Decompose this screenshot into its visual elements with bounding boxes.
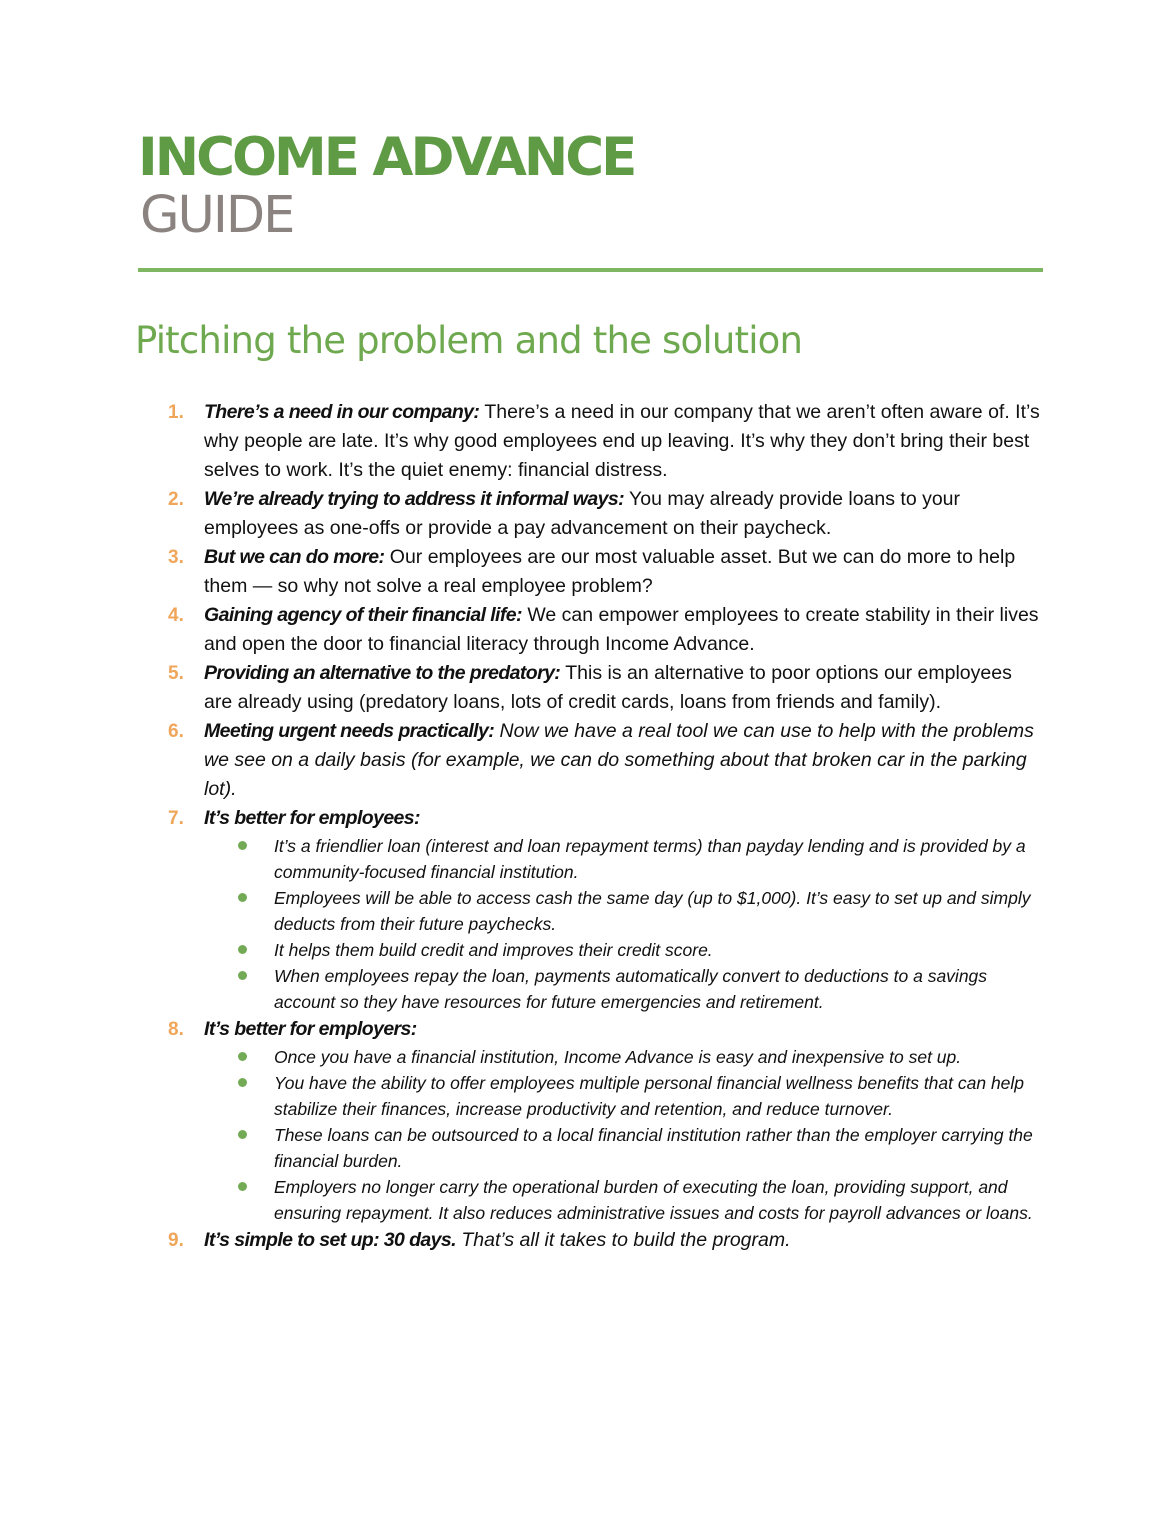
item-lead: It’s simple to set up: 30 days.: [204, 1229, 456, 1251]
item-lead: It’s better for employers:: [204, 1018, 417, 1040]
bullet-text: These loans can be outsourced to a local financial institution rather than the employer carrying the financial burden.: [274, 1125, 1033, 1171]
list-item: [0, 804, 1170, 1015]
item-body: [204, 601, 1044, 659]
bullet-item: [0, 1174, 1170, 1226]
item-lead: We’re already trying to address it informal ways:: [204, 488, 624, 510]
bullet-text: It helps them build credit and improves their credit score.: [274, 940, 713, 960]
bullet-item: [0, 885, 1170, 937]
item-body: [204, 1015, 1044, 1044]
list-item: [0, 1015, 1170, 1226]
item-number: 3.: [168, 547, 184, 568]
list-item: [0, 1226, 1170, 1255]
item-number: 4.: [168, 605, 184, 626]
item-lead: But we can do more:: [204, 546, 385, 568]
bullet-item: [0, 963, 1170, 1015]
item-number: 1.: [168, 402, 184, 423]
item-text: That’s all it takes to build the program.: [455, 1229, 791, 1251]
bullet-item: [0, 1122, 1170, 1174]
bullet-dot-icon: [238, 1078, 247, 1087]
item-number: 8.: [168, 1019, 184, 1040]
bullet-dot-icon: [238, 971, 247, 980]
title-divider: [138, 268, 1043, 272]
item-body: [204, 717, 1044, 804]
bullet-dot-icon: [238, 841, 247, 850]
item-text: Our employees are our most valuable asset. But we can do more to help them — so why not solve a real employee problem?: [204, 546, 1016, 597]
item-number: 6.: [168, 721, 184, 742]
bullet-text: Employees will be able to access cash the same day (up to $1,000). It’s easy to set up and simply deducts from their future paychecks.: [274, 888, 1031, 934]
bullet-text: Employers no longer carry the operational burden of executing the loan, providing support, and ensuring repayment. It also reduces administrative issues and costs for payroll advances or loans.: [274, 1177, 1033, 1223]
list-item: [0, 659, 1170, 717]
bullet-text: You have the ability to offer employees multiple personal financial wellness benefits that can help stabilize their finances, increase productivity and retention, and reduce turnover.: [274, 1073, 1025, 1119]
bullet-dot-icon: [238, 945, 247, 954]
bullet-text: When employees repay the loan, payments automatically convert to deductions to a savings account so they have resources for future emergencies and retirement.: [274, 966, 988, 1012]
item-number: 7.: [168, 808, 184, 829]
bullet-dot-icon: [238, 893, 247, 902]
item-text: This is an alternative to poor options our employees are already using (predatory loans, lots of credit cards, loans from friends and family).: [204, 662, 1012, 713]
item-lead: Meeting urgent needs practically:: [204, 720, 495, 742]
item-text: You may already provide loans to your employees as one-offs or provide a pay advancement on their paycheck.: [204, 488, 961, 539]
list-item: [0, 543, 1170, 601]
item-body: [204, 659, 1044, 717]
item-body: [204, 1226, 1044, 1255]
bullet-text: It’s a friendlier loan (interest and loan repayment terms) than payday lending and is provided by a community-focused financial institution.: [274, 836, 1026, 882]
bullet-text: Once you have a financial institution, Income Advance is easy and inexpensive to set up.: [274, 1047, 962, 1067]
bullet-item: [0, 833, 1170, 885]
list-item: [0, 398, 1170, 485]
bullet-dot-icon: [238, 1182, 247, 1191]
item-number: 2.: [168, 489, 184, 510]
section-heading: Pitching the problem and the solution: [135, 319, 803, 362]
bullet-item: [0, 937, 1170, 963]
document-subtitle: GUIDE: [140, 186, 294, 245]
list-item: [0, 717, 1170, 804]
item-text: We can empower employees to create stability in their lives and open the door to financial literacy through Income Advance.: [204, 604, 1039, 655]
item-lead: Providing an alternative to the predatory:: [204, 662, 561, 684]
item-body: [204, 485, 1044, 543]
bullet-item: [0, 1044, 1170, 1070]
item-text: Now we have a real tool we can use to help with the problems we see on a daily basis (for example, we can do something about that broken car in the parking lot).: [204, 720, 1034, 800]
bullet-item: [0, 1070, 1170, 1122]
list-item: [0, 485, 1170, 543]
item-body: [204, 398, 1044, 485]
item-body: [204, 543, 1044, 601]
list-item: [0, 601, 1170, 659]
item-lead: Gaining agency of their financial life:: [204, 604, 522, 626]
item-lead: It’s better for employees:: [204, 807, 420, 829]
item-lead: There’s a need in our company:: [204, 401, 480, 423]
bullet-dot-icon: [238, 1130, 247, 1139]
item-body: [204, 804, 1044, 833]
item-number: 5.: [168, 663, 184, 684]
pitch-list: [0, 398, 1170, 1255]
item-text: There’s a need in our company that we aren’t often aware of. It’s why people are late. It’s why good employees end up leaving. It’s why they don’t bring their best selves to work. It’s the quiet enemy: financial distress.: [204, 401, 1040, 481]
document-title: INCOME ADVANCE: [138, 127, 635, 188]
employee-benefits-list: [0, 833, 1170, 1015]
bullet-dot-icon: [238, 1052, 247, 1061]
employer-benefits-list: [0, 1044, 1170, 1226]
item-number: 9.: [168, 1230, 184, 1251]
